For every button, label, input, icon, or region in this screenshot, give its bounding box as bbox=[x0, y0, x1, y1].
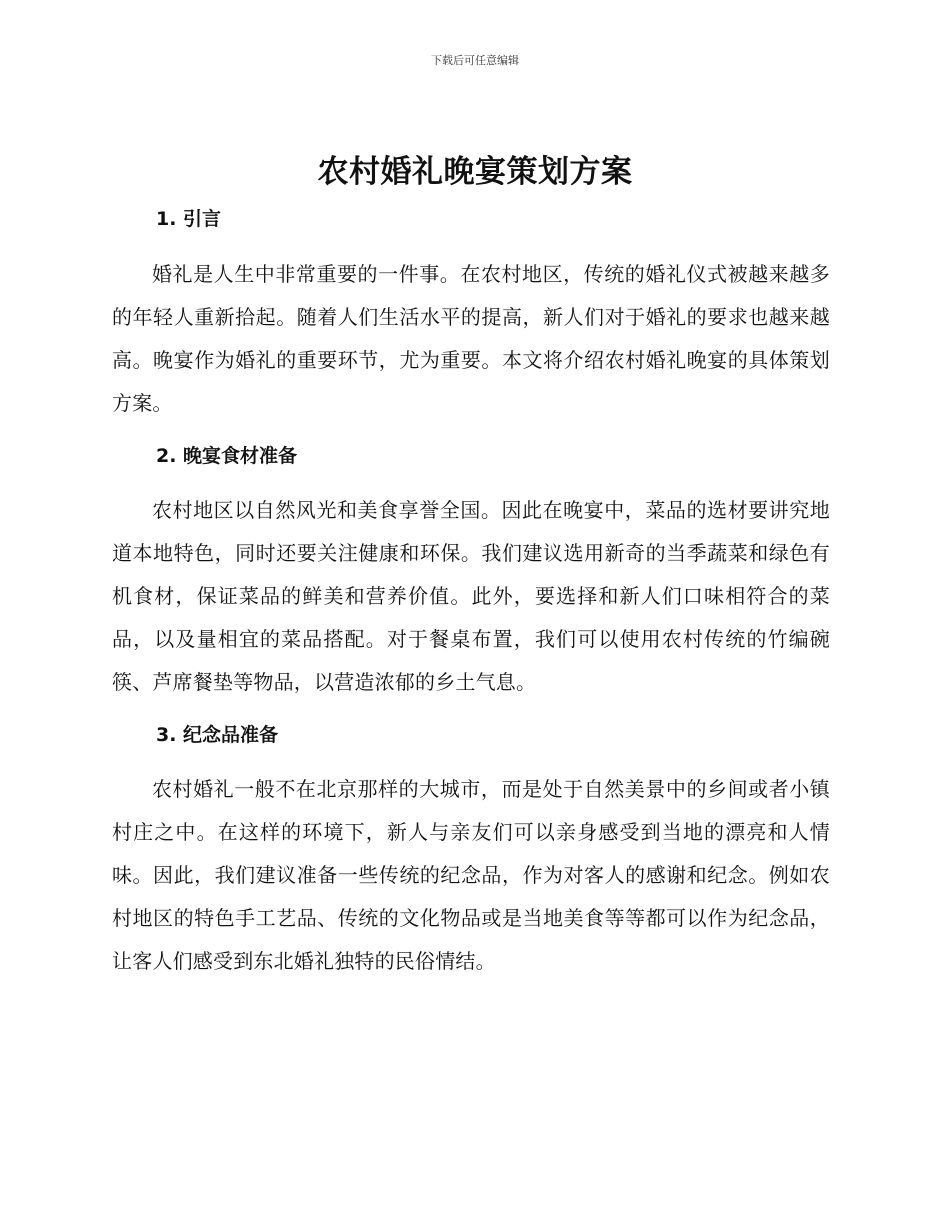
section-body-intro: 婚礼是人生中非常重要的一件事。在农村地区，传统的婚礼仪式被越来越多的年轻人重新拾起。随着人们生活水平的提高，新人们对于婚礼的要求也越来越高。晚宴作为婚礼的重要环节，尤为重要。本文将介绍农村婚礼晚宴的具体策划方案。 bbox=[112, 262, 830, 415]
header-note: 下载后可任意编辑 bbox=[431, 54, 519, 67]
document-title: 农村婚礼晚宴策划方案 bbox=[317, 154, 633, 190]
section-body-souvenirs: 农村婚礼一般不在北京那样的大城市，而是处于自然美景中的乡间或者小镇村庄之中。在这样的环境下，新人与亲友们可以亲身感受到当地的漂亮和人情味。因此，我们建议准备一些传统的纪念品，作为对客人的感谢和纪念。例如农村地区的特色手工艺品、传统的文化物品或是当地美食等等都可以作为纪念品，让客人们感受到东北婚礼独特的民俗情结。 bbox=[112, 777, 830, 973]
section-heading-intro: 1. 引言 bbox=[156, 208, 222, 230]
section-body-ingredients: 农村地区以自然风光和美食享誉全国。因此在晚宴中，菜品的选材要讲究地道本地特色，同时还要关注健康和环保。我们建议选用新奇的当季蔬菜和绿色有机食材，保证菜品的鲜美和营养价值。此外，要选择和新人们口味相符合的菜品，以及量相宜的菜品搭配。对于餐桌布置，我们可以使用农村传统的竹编碗筷、芦席餐垫等物品，以营造浓郁的乡土气息。 bbox=[112, 498, 830, 694]
section-heading-ingredients: 2. 晚宴食材准备 bbox=[156, 445, 298, 467]
section-heading-souvenirs: 3. 纪念品准备 bbox=[156, 724, 279, 746]
